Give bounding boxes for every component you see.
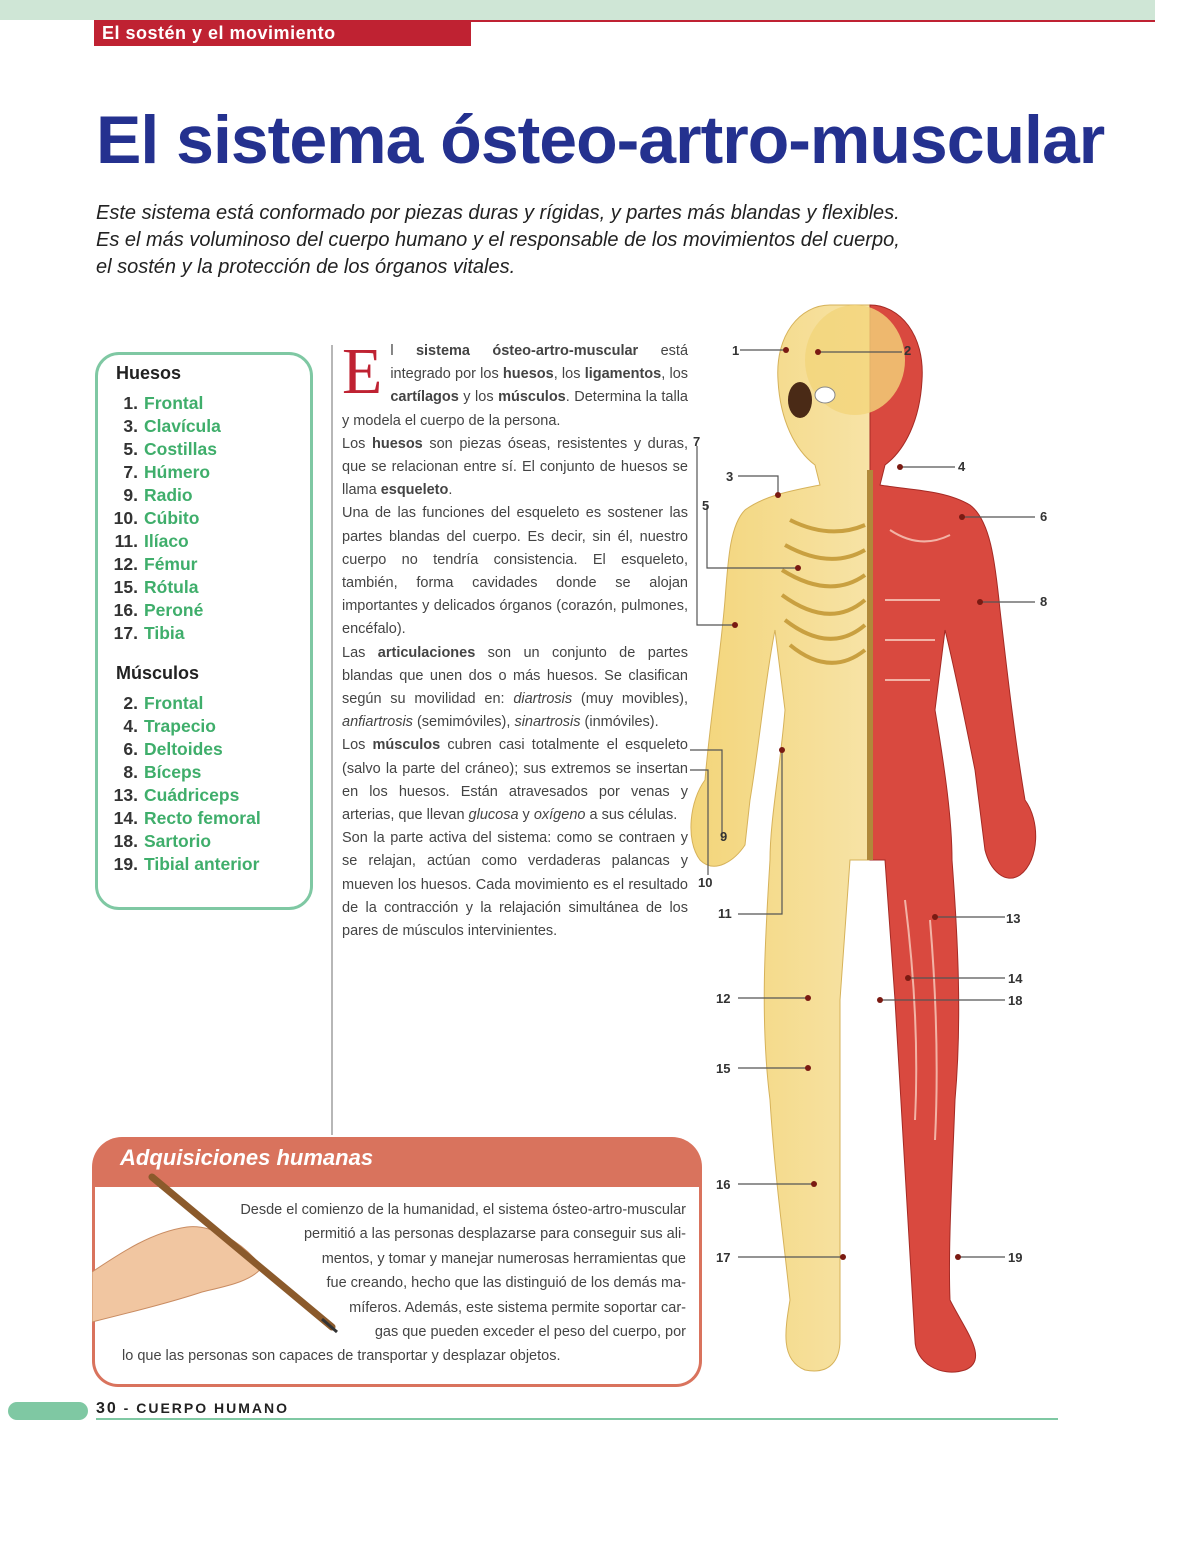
list-item (108, 530, 310, 553)
list-item (108, 553, 310, 576)
item-number: 17. (113, 623, 138, 643)
text-line: Desde el comienzo de la humanidad, el sistema ósteo-artro-muscular (240, 1202, 686, 1218)
figure-label: 5 (702, 498, 710, 513)
item-number: 11. (114, 531, 138, 551)
figure-label: 15 (716, 1061, 731, 1076)
text-line: fue creando, hecho que las distinguió de los demás ma- (326, 1275, 686, 1292)
bones-heading: Huesos (116, 363, 182, 383)
acquisitions-title: Adquisiciones humanas (120, 1145, 374, 1170)
list-item (108, 692, 310, 715)
intro-line: Es el más voluminoso del cuerpo humano y el responsable de los movimientos del cuerpo, (96, 229, 900, 251)
item-name: Cúbito (144, 508, 200, 528)
section-tab: El sostén y el movimiento (94, 20, 471, 46)
muscles-list (108, 692, 310, 876)
footer-text: 30 - CUERPO HUMANO (96, 1400, 290, 1417)
list-item (108, 461, 310, 484)
figure-label: 4 (958, 459, 966, 474)
item-name: Tibial anterior (144, 854, 260, 874)
paragraph: Una de las funciones del esqueleto es sostener las partes blandas del cuerpo. Es decir, sin él, nuestro cuerpo no tendría consistencia. El esqueleto, también, forma cavidades donde se alojan importantes y delicados órganos (corazón, pulmones, encéfalo). (342, 505, 688, 638)
list-item (108, 807, 310, 830)
item-name: Radio (144, 485, 193, 505)
item-number: 5. (123, 439, 138, 459)
paragraph: Las articulaciones son un conjunto de partes blandas que unen dos o más huesos. Se clasifican según su movilidad en: diartrosis (muy movibles), anfiartrosis (semimóviles), sinartrosis (inmóviles). (342, 644, 688, 731)
top-band (0, 0, 1155, 20)
list-item (108, 484, 310, 507)
item-number: 6. (123, 739, 138, 759)
figure-label: 3 (726, 469, 734, 484)
anatomy-figure (690, 300, 1070, 1380)
item-name: Deltoides (144, 739, 223, 759)
text-line: míferos. Además, este sistema permite soportar car- (349, 1299, 686, 1316)
item-number: 4. (123, 716, 138, 736)
item-number: 10. (113, 508, 138, 528)
bones-list (108, 392, 310, 645)
list-item (108, 415, 310, 438)
item-number: 15. (113, 577, 138, 597)
intro-line: el sostén y la protección de los órganos vitales. (96, 256, 516, 278)
muscle-half (870, 305, 1036, 1372)
footer-rule (96, 1418, 1058, 1420)
item-name: Sartorio (144, 831, 212, 851)
item-number: 16. (113, 600, 138, 620)
drop-cap: E (342, 335, 383, 408)
page-title: El sistema ósteo-artro-muscular (96, 102, 1105, 178)
figure-label: 17 (716, 1250, 731, 1265)
muscles-heading: Músculos (116, 663, 200, 683)
text-line: lo que las personas son capaces de transportar y desplazar objetos. (122, 1348, 561, 1365)
item-number: 13. (113, 785, 138, 805)
list-item (108, 853, 310, 876)
figure-label: 2 (904, 343, 912, 358)
legend-box (95, 352, 313, 910)
figure-label: 18 (1008, 993, 1023, 1008)
list-item (108, 599, 310, 622)
list-item (108, 392, 310, 415)
list-item (108, 622, 310, 645)
list-item (108, 761, 310, 784)
item-name: Costillas (144, 439, 217, 459)
text-line: gas que pueden exceder el peso del cuerpo, por (374, 1324, 686, 1341)
list-item (108, 507, 310, 530)
list-item (108, 715, 310, 738)
eye-socket (788, 382, 812, 418)
text-line: permitió a las personas desplazarse para conseguir sus ali- (303, 1226, 686, 1243)
figure-label: 11 (718, 906, 732, 921)
figure-label: 12 (716, 991, 731, 1006)
item-number: 18. (113, 831, 138, 851)
item-name: Clavícula (144, 416, 221, 436)
figure-label: 9 (720, 829, 728, 844)
list-item (108, 784, 310, 807)
item-name: Frontal (144, 393, 204, 413)
intro-line: Este sistema está conformado por piezas duras y rígidas, y partes más blandas y flexibles. (96, 202, 900, 224)
figure-label: 19 (1008, 1250, 1023, 1265)
figure-label: 6 (1040, 509, 1048, 524)
item-name: Trapecio (144, 716, 216, 736)
figure-label: 8 (1040, 594, 1048, 609)
item-name: Ilíaco (144, 531, 189, 551)
item-number: 3. (123, 416, 138, 436)
acquisitions-text (118, 1198, 686, 1369)
paragraph: Los huesos son piezas óseas, resistentes y duras, que se relacionan entre sí. El conjunto de huesos se llama esqueleto. (342, 435, 688, 499)
page-number: 30 (96, 1400, 118, 1417)
figure-label: 13 (1006, 911, 1021, 926)
item-name: Húmero (144, 462, 211, 482)
figure-label: 14 (1008, 971, 1023, 986)
item-name: Peroné (144, 600, 204, 620)
item-number: 7. (123, 462, 138, 482)
item-name: Tibia (144, 623, 185, 643)
eye (815, 387, 835, 403)
book-title: CUERPO HUMANO (136, 1400, 290, 1416)
paragraph: El sistema ósteo-artro-muscular está integrado por los huesos, los ligamentos, los cartílagos y los músculos. Determina la talla y modela el cuerpo de la persona. (342, 335, 689, 429)
item-name: Rótula (144, 577, 199, 597)
header-rule (471, 20, 1155, 22)
item-name: Recto femoral (144, 808, 261, 828)
paragraph: Son la parte activa del sistema: como se contraen y se relajan, actúan como verdaderas palancas y mueven los huesos. Cada movimiento es el resultado de la contracción y la relajación simultánea de los pares de músculos intervinientes. (342, 830, 688, 940)
list-item (108, 738, 310, 761)
item-name: Cuádriceps (144, 785, 240, 805)
skeleton-half (691, 305, 870, 1371)
footer-pill (8, 1402, 88, 1420)
item-number: 8. (123, 762, 138, 782)
paragraph: Los músculos cubren casi totalmente el esqueleto (salvo la parte del cráneo); sus extremos se insertan en los huesos. Están atravesados por venas y arterias, que llevan glucosa y oxígeno a sus células. (342, 737, 688, 824)
figure-label: 7 (693, 434, 701, 449)
list-item (108, 576, 310, 599)
figure-label: 1 (732, 343, 740, 358)
item-number: 1. (123, 393, 138, 413)
article-body (342, 335, 689, 943)
list-item (108, 438, 310, 461)
item-number: 19. (113, 854, 138, 874)
text-line: mentos, y tomar y manejar numerosas herramientas que (321, 1250, 686, 1267)
item-number: 14. (113, 808, 138, 828)
item-name: Frontal (144, 693, 204, 713)
item-name: Bíceps (144, 762, 202, 782)
figure-label: 10 (698, 875, 713, 890)
intro (96, 200, 1016, 281)
list-item (108, 830, 310, 853)
figure-label: 16 (716, 1177, 731, 1192)
item-name: Fémur (144, 554, 198, 574)
item-number: 12. (113, 554, 138, 574)
column-divider (331, 345, 333, 1135)
item-number: 2. (123, 693, 138, 713)
item-number: 9. (123, 485, 138, 505)
